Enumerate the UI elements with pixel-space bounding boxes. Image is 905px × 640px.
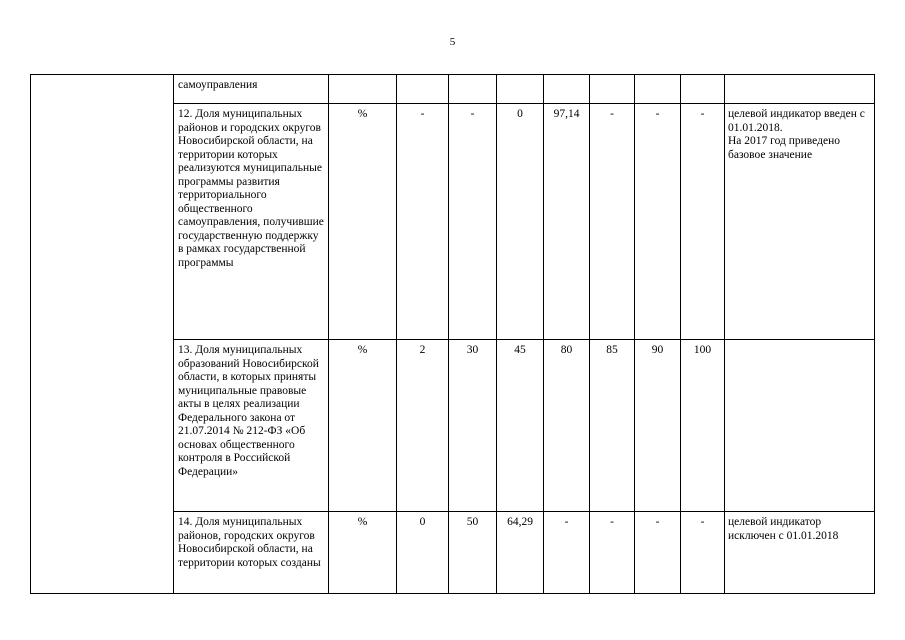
value-cell <box>590 75 635 104</box>
value-cell: - <box>590 104 635 340</box>
value-cell <box>497 75 544 104</box>
indicator-cell: 13. Доля муниципальных образований Новосибирской области, в которых приняты муниципальные правовые акты в целях реализации Федерального закона от 21.07.2014 № 212-ФЗ «Об основах общественного контроля в Российской Федерации» <box>174 340 329 512</box>
value-cell <box>681 75 725 104</box>
value-cell <box>635 75 681 104</box>
value-cell: 97,14 <box>544 104 590 340</box>
indicator-cell: самоуправления <box>174 75 329 104</box>
note-cell: целевой индикатор введен с 01.01.2018. На 2017 год приведено базовое значение <box>725 104 875 340</box>
value-cell: 90 <box>635 340 681 512</box>
value-cell: 80 <box>544 340 590 512</box>
value-cell: 50 <box>449 512 497 594</box>
value-cell: - <box>681 512 725 594</box>
value-cell: - <box>590 512 635 594</box>
value-cell: 64,29 <box>497 512 544 594</box>
value-cell <box>329 75 397 104</box>
indicator-cell: 14. Доля муниципальных районов, городских округов Новосибирской области, на территории которых созданы <box>174 512 329 594</box>
note-cell: целевой индикатор исключен с 01.01.2018 <box>725 512 875 594</box>
page-number: 5 <box>449 36 456 48</box>
value-cell: 100 <box>681 340 725 512</box>
value-cell: 30 <box>449 340 497 512</box>
note-cell <box>725 340 875 512</box>
value-cell <box>544 75 590 104</box>
value-cell: - <box>449 104 497 340</box>
program-goal-cell <box>31 75 174 594</box>
value-cell <box>397 75 449 104</box>
value-cell: - <box>635 512 681 594</box>
value-cell: - <box>635 104 681 340</box>
value-cell: 85 <box>590 340 635 512</box>
unit-cell: % <box>329 340 397 512</box>
unit-cell: % <box>329 512 397 594</box>
value-cell: 0 <box>497 104 544 340</box>
indicators-table <box>30 74 875 594</box>
indicator-cell: 12. Доля муниципальных районов и городских округов Новосибирской области, на территории которых реализуются муниципальные программы развития территориального общественного самоуправления, получившие государственную поддержку в рамках государственной программы <box>174 104 329 340</box>
value-cell: 0 <box>397 512 449 594</box>
value-cell <box>449 75 497 104</box>
unit-cell: % <box>329 104 397 340</box>
value-cell: - <box>544 512 590 594</box>
value-cell: - <box>397 104 449 340</box>
value-cell: - <box>681 104 725 340</box>
table-row <box>31 75 875 104</box>
value-cell: 2 <box>397 340 449 512</box>
value-cell: 45 <box>497 340 544 512</box>
note-cell <box>725 75 875 104</box>
